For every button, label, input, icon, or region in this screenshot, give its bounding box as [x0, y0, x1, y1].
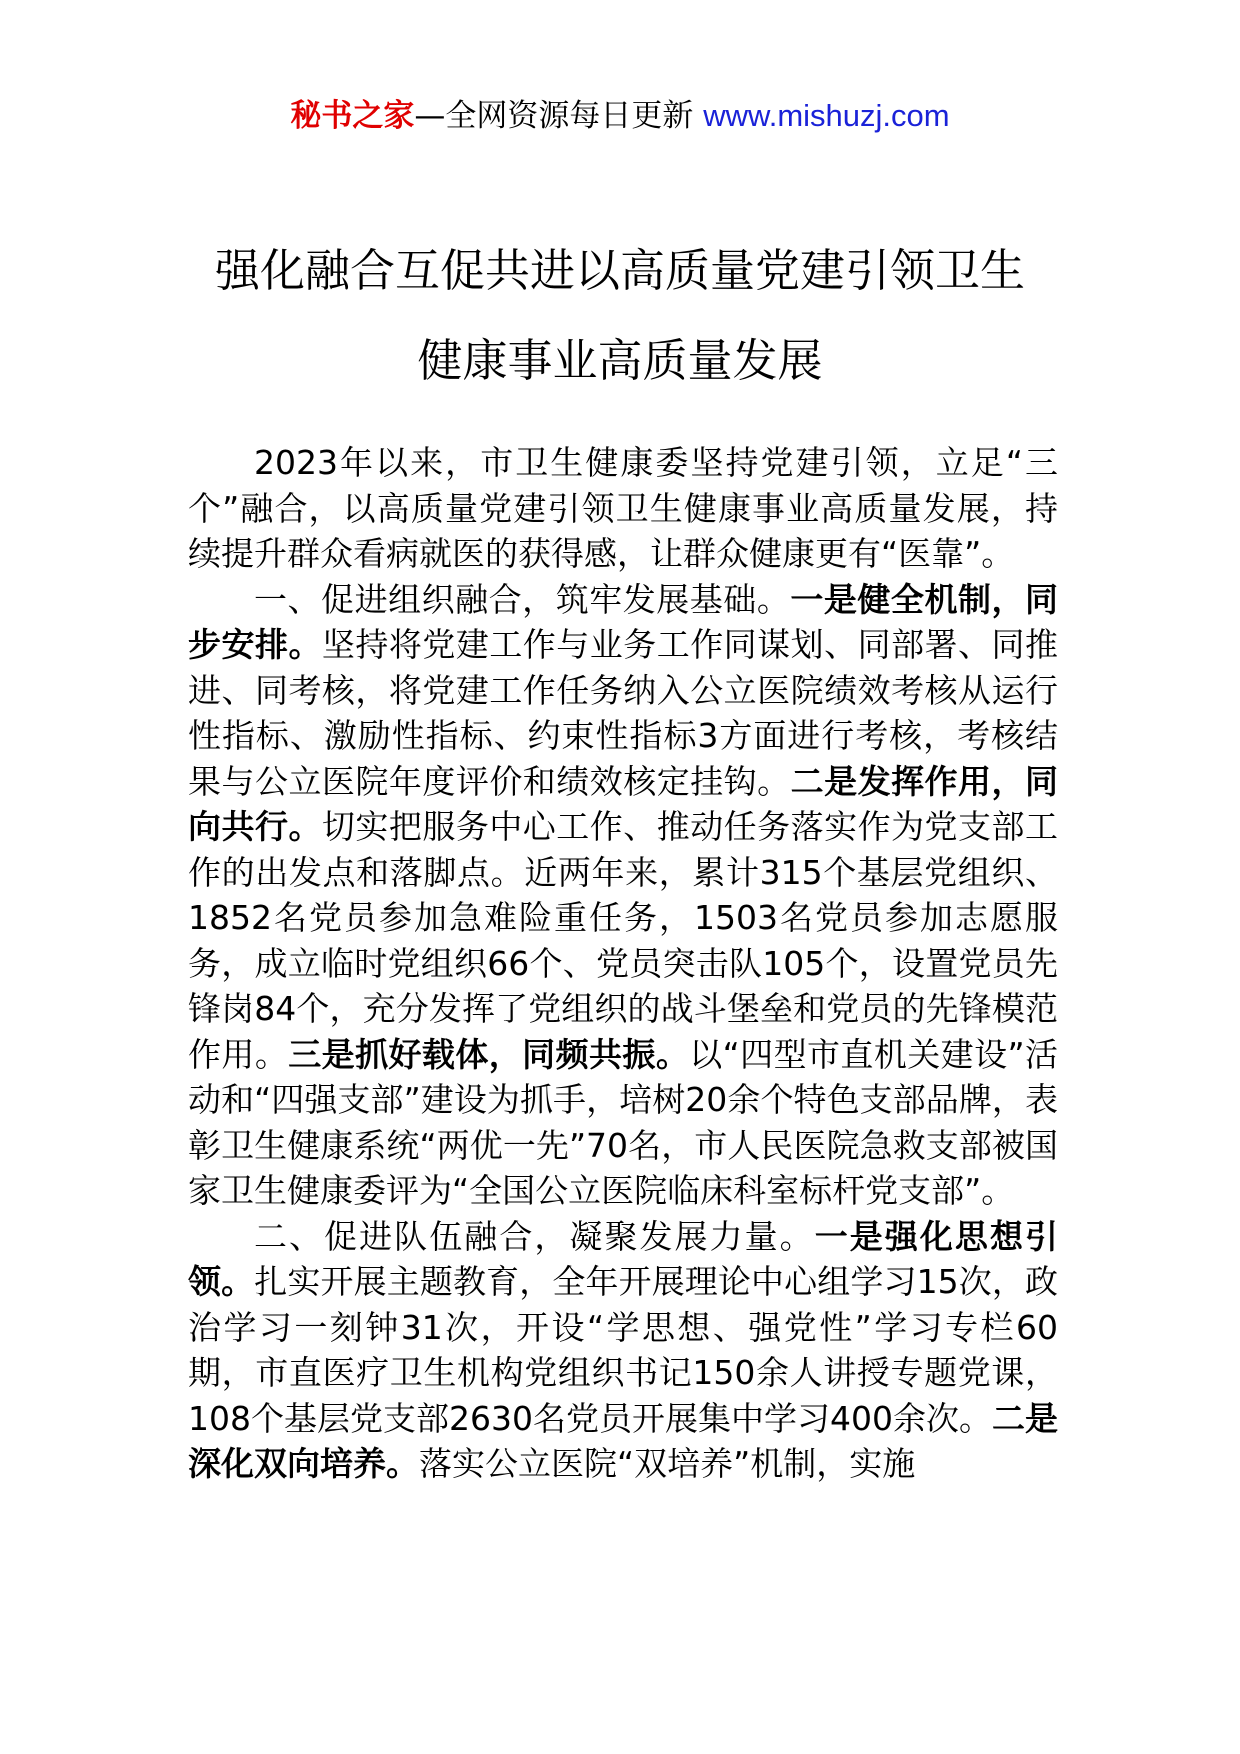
document-title: [150, 226, 1090, 406]
point-mechanism-text: 坚持将党建工作与业务工作同谋划、同部署、同推进、同考核，将党建工作任务纳入公立医院绩效考核从运行性指标、激励性指标、约束性指标3方面进行考核，考核结果与公立医院年度评价和绩效核定挂钩。: [188, 625, 1059, 801]
point-mechanism: 一是健全机制，同步安排。: [188, 579, 1059, 664]
document-body: [188, 440, 1058, 1487]
paragraph-intro: [188, 440, 1058, 577]
point-carrier-text: 以“四型市直机关建设”活动和“四强支部”建设为抓手，培树20余个特色支部品牌，表彰卫生健康系统“两优一先”70名，市人民医院急救支部被国家卫生健康委评为“全国公立医院临床科室标杆党支部”。: [188, 1034, 1058, 1210]
site-tagline: —全网资源每日更新: [414, 98, 694, 134]
point-ideology: 一是强化思想引领。: [188, 1216, 1059, 1301]
site-url-link[interactable]: www.mishuzj.com: [703, 98, 950, 133]
paragraph-team: [188, 1214, 1058, 1487]
site-header: [0, 96, 1240, 136]
point-training: 二是深化双向培养。: [188, 1398, 1059, 1483]
point-role: 二是发挥作用，同向共行。: [188, 761, 1059, 846]
site-brand: 秘书之家: [290, 98, 415, 134]
point-ideology-text: 扎实开展主题教育，全年开展理论中心组学习15次，政治学习一刻钟31次，开设“学思想、强党性”学习专栏60期，市直医疗卫生机构党组织书记150余人讲授专题党课，108个基层党支部2630名党员开展集中学习400余次。: [188, 1262, 1059, 1438]
section-heading-team: 二、促进队伍融合，凝聚发展力量。: [254, 1216, 815, 1256]
paragraph-intro-text: 2023年以来，市卫生健康委坚持党建引领，立足“三个”融合，以高质量党建引领卫生健康事业高质量发展，持续提升群众看病就医的获得感，让群众健康更有“医靠”。: [188, 443, 1058, 573]
title-line-2: 健康事业高质量发展: [417, 334, 823, 387]
title-line-1: 强化融合互促共进以高质量党建引领卫生: [214, 244, 1025, 297]
section-heading-organization: 一、促进组织融合，筑牢发展基础。: [254, 579, 791, 619]
point-role-text: 切实把服务中心工作、推动任务落实作为党支部工作的出发点和落脚点。近两年来，累计315个基层党组织、1852名党员参加急难险重任务，1503名党员参加志愿服务，成立临时党组织66个、党员突击队105个，设置党员先锋岗84个，充分发挥了党组织的战斗堡垒和党员的先锋模范作用。: [188, 807, 1059, 1074]
point-carrier: 三是抓好载体，同频共振。: [288, 1034, 690, 1074]
paragraph-organization: [188, 577, 1058, 1214]
point-training-text: 落实公立医院“双培养”机制，实施: [419, 1444, 916, 1483]
